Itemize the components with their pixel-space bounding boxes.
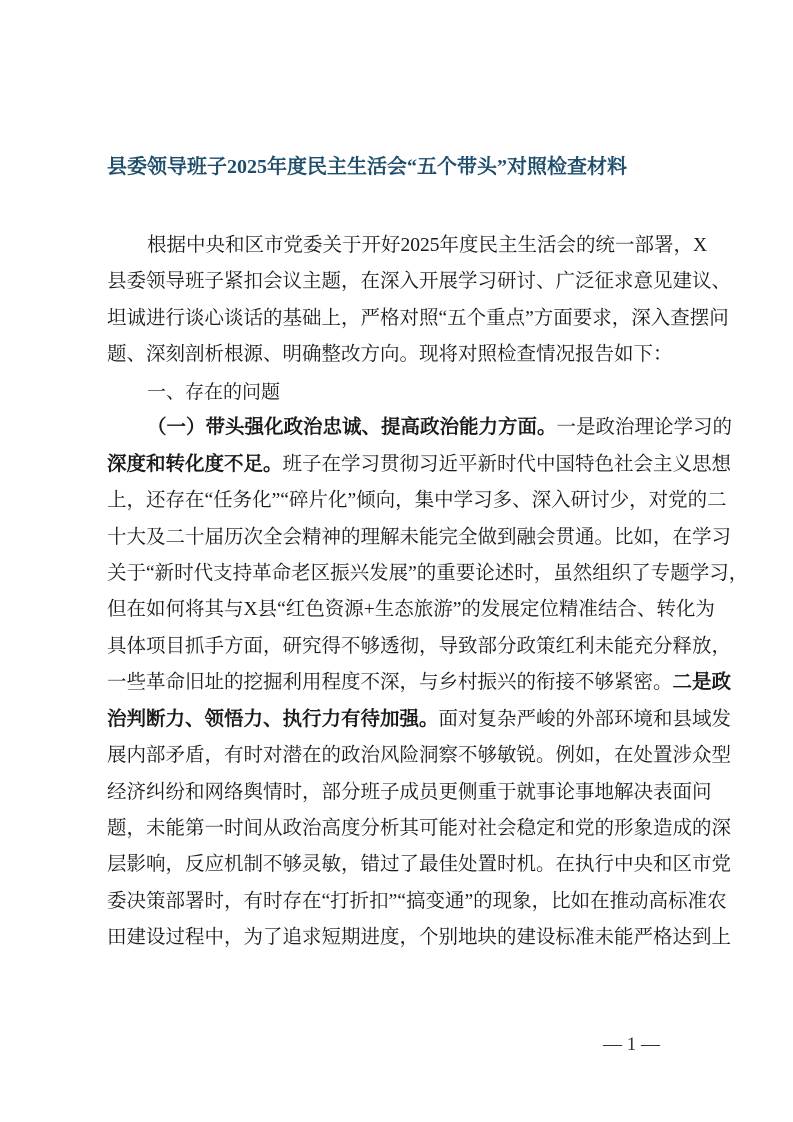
text-segment: 一是政治理论学习的	[556, 417, 733, 439]
text-line	[107, 447, 732, 483]
bold-text: 深度和转化度不足。	[107, 453, 283, 475]
text-line	[107, 920, 732, 956]
text-line	[107, 702, 732, 738]
text-segment: 一、存在的问题	[147, 380, 281, 403]
text-segment: 但在如何将其与X县“红色资源+生态旅游”的发展定位精准结合、转化为	[107, 599, 715, 621]
text-line	[107, 483, 727, 519]
text-segment: 题、深刻剖析根源、明确整改方向。现将对照检查情况报告如下：	[107, 344, 673, 366]
text-line	[107, 228, 708, 264]
document-body	[107, 228, 749, 957]
text-line	[107, 520, 732, 556]
text-segment: 层影响，反应机制不够灵敏，错过了最佳处置时机。在执行中央和区市党	[107, 854, 732, 876]
text-segment: 委决策部署时，有时存在“打折扣”“搞变通”的现象，比如在推动高标准农	[107, 890, 727, 912]
text-line	[107, 847, 732, 883]
bold-text: 治判断力、领悟力、执行力有待加强。	[107, 708, 439, 730]
text-segment: 田建设过程中，为了追求短期进度，个别地块的建设标准未能严格达到上	[107, 927, 732, 949]
text-segment: 十大及二十届历次全会精神的理解未能完全做到融会贯通。比如，在学习	[107, 526, 732, 548]
text-line	[107, 811, 732, 847]
text-line	[107, 301, 729, 337]
text-line	[107, 592, 715, 628]
text-segment: 展内部矛盾，有时对潜在的政治风险洞察不够敏锐。例如，在处置涉众型	[107, 745, 732, 767]
text-segment: 根据中央和区市党委关于开好2025年度民主生活会的统一部署，X	[147, 235, 708, 256]
text-line	[107, 337, 705, 373]
text-line	[107, 410, 733, 446]
text-segment: 面对复杂严峻的外部环境和县域发	[438, 708, 732, 730]
bold-text: 二是政	[672, 672, 732, 694]
text-segment: 县委领导班子紧扣会议主题，在深入开展学习研讨、广泛征求意见建议、	[107, 271, 732, 293]
text-segment: 一些革命旧址的挖掘利用程度不深，与乡村振兴的衔接不够紧密。	[107, 672, 673, 694]
text-segment: 具体项目抓手方面，研究得不够透彻，导致部分政策红利未能充分释放，	[107, 635, 732, 657]
text-line	[107, 264, 732, 300]
document-title: 县委领导班子2025年度民主生活会“五个带头”对照检查材料	[107, 156, 627, 178]
text-line	[107, 884, 727, 920]
text-segment: 坦诚进行谈心谈话的基础上，严格对照“五个重点”方面要求，深入查摆问	[107, 307, 729, 329]
text-line	[107, 738, 732, 774]
text-line	[107, 665, 732, 701]
text-segment: 关于“新时代支持革命老区振兴发展”的重要论述时，虽然组织了专题学习，	[107, 562, 749, 584]
page-number: — 1 —	[603, 1034, 660, 1055]
text-segment: 班子在学习贯彻习近平新时代中国特色社会主义思想	[282, 453, 732, 475]
text-line	[107, 629, 732, 665]
text-segment: 经济纠纷和网络舆情时，部分班子成员更侧重于就事论事地解决表面问	[107, 781, 712, 803]
text-segment: 上，还存在“任务化”“碎片化”倾向，集中学习多、深入研讨少，对党的二	[107, 490, 727, 512]
section-heading	[107, 374, 705, 410]
text-line	[107, 556, 749, 592]
text-segment: 题，未能第一时间从政治高度分析其可能对社会稳定和党的形象造成的深	[107, 818, 732, 839]
bold-text: （一）带头强化政治忠诚、提高政治能力方面。	[147, 417, 557, 439]
text-line	[107, 775, 712, 811]
